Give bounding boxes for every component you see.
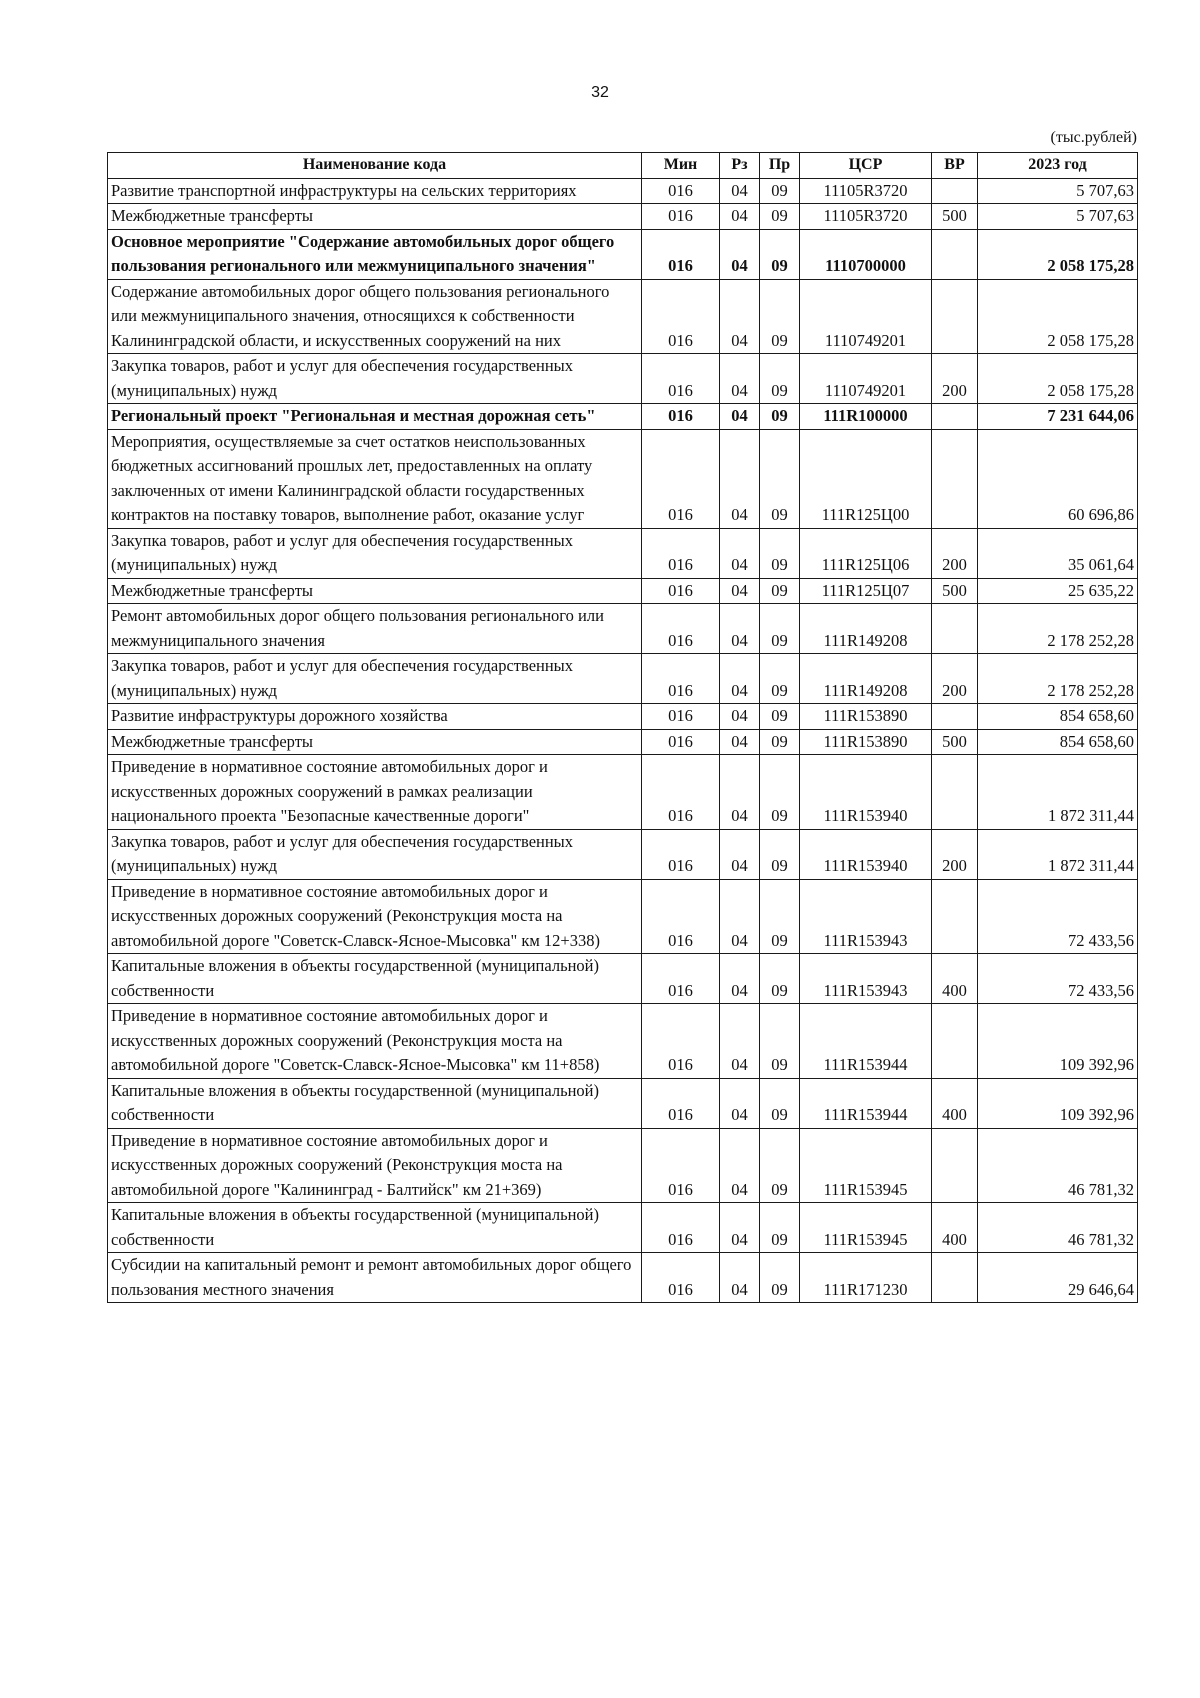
cell-vr: 400 bbox=[932, 1203, 978, 1253]
cell-sum: 25 635,22 bbox=[978, 578, 1138, 604]
cell-pr: 09 bbox=[760, 1004, 800, 1079]
cell-csr: 1110749201 bbox=[800, 279, 932, 354]
cell-min: 016 bbox=[642, 429, 720, 528]
cell-vr bbox=[932, 1128, 978, 1203]
cell-sum: 1 872 311,44 bbox=[978, 829, 1138, 879]
cell-csr: 111R125Ц00 bbox=[800, 429, 932, 528]
budget-table bbox=[107, 152, 1138, 1303]
cell-min: 016 bbox=[642, 1203, 720, 1253]
cell-pr: 09 bbox=[760, 829, 800, 879]
cell-vr bbox=[932, 279, 978, 354]
cell-min: 016 bbox=[642, 1078, 720, 1128]
cell-min: 016 bbox=[642, 654, 720, 704]
cell-rz: 04 bbox=[720, 178, 760, 204]
cell-min: 016 bbox=[642, 229, 720, 279]
cell-pr: 09 bbox=[760, 1078, 800, 1128]
cell-csr: 111R100000 bbox=[800, 404, 932, 430]
table-row bbox=[108, 178, 1138, 204]
cell-name: Межбюджетные трансферты bbox=[108, 578, 642, 604]
cell-sum: 35 061,64 bbox=[978, 528, 1138, 578]
cell-name: Приведение в нормативное состояние автомобильных дорог и искусственных дорожных сооружений (Реконструкция моста на автомобильной дороге "Советск-Славск-Ясное-Мысовка" км 11+858) bbox=[108, 1004, 642, 1079]
cell-rz: 04 bbox=[720, 279, 760, 354]
cell-name: Закупка товаров, работ и услуг для обеспечения государственных (муниципальных) нужд bbox=[108, 354, 642, 404]
cell-vr bbox=[932, 178, 978, 204]
cell-name: Капитальные вложения в объекты государственной (муниципальной) собственности bbox=[108, 954, 642, 1004]
cell-min: 016 bbox=[642, 829, 720, 879]
table-row bbox=[108, 729, 1138, 755]
cell-vr: 500 bbox=[932, 578, 978, 604]
table-row bbox=[108, 204, 1138, 230]
cell-min: 016 bbox=[642, 578, 720, 604]
table-row bbox=[108, 604, 1138, 654]
cell-name: Приведение в нормативное состояние автомобильных дорог и искусственных дорожных сооружений (Реконструкция моста на автомобильной дороге "Калининград - Балтийск" км 21+369) bbox=[108, 1128, 642, 1203]
table-row bbox=[108, 279, 1138, 354]
cell-name: Приведение в нормативное состояние автомобильных дорог и искусственных дорожных сооружений в рамках реализации национального проекта "Безопасные качественные дороги" bbox=[108, 755, 642, 830]
cell-vr: 500 bbox=[932, 729, 978, 755]
cell-csr: 1110700000 bbox=[800, 229, 932, 279]
cell-min: 016 bbox=[642, 178, 720, 204]
cell-pr: 09 bbox=[760, 954, 800, 1004]
table-header bbox=[108, 153, 1138, 179]
cell-sum: 29 646,64 bbox=[978, 1253, 1138, 1303]
cell-pr: 09 bbox=[760, 429, 800, 528]
table-row bbox=[108, 429, 1138, 528]
table-row bbox=[108, 229, 1138, 279]
cell-sum: 2 058 175,28 bbox=[978, 279, 1138, 354]
cell-name: Развитие транспортной инфраструктуры на сельских территориях bbox=[108, 178, 642, 204]
cell-name: Капитальные вложения в объекты государственной (муниципальной) собственности bbox=[108, 1203, 642, 1253]
cell-csr: 111R153940 bbox=[800, 755, 932, 830]
cell-name: Субсидии на капитальный ремонт и ремонт автомобильных дорог общего пользования местного значения bbox=[108, 1253, 642, 1303]
cell-vr: 400 bbox=[932, 954, 978, 1004]
table-row bbox=[108, 829, 1138, 879]
cell-min: 016 bbox=[642, 279, 720, 354]
cell-rz: 04 bbox=[720, 829, 760, 879]
cell-sum: 2 178 252,28 bbox=[978, 604, 1138, 654]
cell-pr: 09 bbox=[760, 279, 800, 354]
cell-min: 016 bbox=[642, 354, 720, 404]
cell-name: Закупка товаров, работ и услуг для обеспечения государственных (муниципальных) нужд bbox=[108, 829, 642, 879]
table-row bbox=[108, 704, 1138, 730]
cell-csr: 11105R3720 bbox=[800, 204, 932, 230]
cell-name: Межбюджетные трансферты bbox=[108, 204, 642, 230]
cell-sum: 46 781,32 bbox=[978, 1128, 1138, 1203]
cell-min: 016 bbox=[642, 204, 720, 230]
header-csr: ЦСР bbox=[800, 153, 932, 179]
cell-rz: 04 bbox=[720, 1253, 760, 1303]
cell-sum: 109 392,96 bbox=[978, 1078, 1138, 1128]
cell-csr: 111R153944 bbox=[800, 1078, 932, 1128]
cell-pr: 09 bbox=[760, 1128, 800, 1203]
cell-sum: 1 872 311,44 bbox=[978, 755, 1138, 830]
cell-pr: 09 bbox=[760, 729, 800, 755]
cell-name: Ремонт автомобильных дорог общего пользования регионального или межмуниципального значения bbox=[108, 604, 642, 654]
cell-name: Межбюджетные трансферты bbox=[108, 729, 642, 755]
cell-pr: 09 bbox=[760, 578, 800, 604]
cell-rz: 04 bbox=[720, 1078, 760, 1128]
cell-min: 016 bbox=[642, 729, 720, 755]
table-row bbox=[108, 528, 1138, 578]
cell-vr bbox=[932, 604, 978, 654]
cell-vr: 200 bbox=[932, 354, 978, 404]
table-row bbox=[108, 1078, 1138, 1128]
cell-csr: 111R149208 bbox=[800, 654, 932, 704]
cell-vr bbox=[932, 755, 978, 830]
cell-vr bbox=[932, 1253, 978, 1303]
cell-sum: 2 058 175,28 bbox=[978, 354, 1138, 404]
cell-rz: 04 bbox=[720, 704, 760, 730]
cell-rz: 04 bbox=[720, 1128, 760, 1203]
cell-rz: 04 bbox=[720, 879, 760, 954]
cell-sum: 854 658,60 bbox=[978, 729, 1138, 755]
cell-name: Региональный проект "Региональная и местная дорожная сеть" bbox=[108, 404, 642, 430]
cell-name: Развитие инфраструктуры дорожного хозяйства bbox=[108, 704, 642, 730]
cell-vr bbox=[932, 404, 978, 430]
cell-csr: 111R153944 bbox=[800, 1004, 932, 1079]
cell-rz: 04 bbox=[720, 954, 760, 1004]
cell-vr bbox=[932, 704, 978, 730]
cell-rz: 04 bbox=[720, 354, 760, 404]
cell-pr: 09 bbox=[760, 604, 800, 654]
cell-rz: 04 bbox=[720, 578, 760, 604]
cell-rz: 04 bbox=[720, 528, 760, 578]
cell-sum: 854 658,60 bbox=[978, 704, 1138, 730]
cell-sum: 7 231 644,06 bbox=[978, 404, 1138, 430]
cell-min: 016 bbox=[642, 954, 720, 1004]
cell-vr bbox=[932, 229, 978, 279]
table-row bbox=[108, 354, 1138, 404]
table-row bbox=[108, 1253, 1138, 1303]
cell-sum: 72 433,56 bbox=[978, 954, 1138, 1004]
cell-pr: 09 bbox=[760, 755, 800, 830]
page-number: 32 bbox=[591, 84, 609, 101]
cell-rz: 04 bbox=[720, 755, 760, 830]
cell-rz: 04 bbox=[720, 404, 760, 430]
header-row bbox=[108, 153, 1138, 179]
cell-name: Капитальные вложения в объекты государственной (муниципальной) собственности bbox=[108, 1078, 642, 1128]
cell-vr bbox=[932, 1004, 978, 1079]
cell-pr: 09 bbox=[760, 204, 800, 230]
cell-name: Основное мероприятие "Содержание автомобильных дорог общего пользования регионального или межмуниципального значения" bbox=[108, 229, 642, 279]
cell-csr: 111R153890 bbox=[800, 704, 932, 730]
cell-name: Закупка товаров, работ и услуг для обеспечения государственных (муниципальных) нужд bbox=[108, 528, 642, 578]
cell-pr: 09 bbox=[760, 654, 800, 704]
cell-rz: 04 bbox=[720, 604, 760, 654]
cell-min: 016 bbox=[642, 1128, 720, 1203]
cell-vr: 400 bbox=[932, 1078, 978, 1128]
cell-sum: 72 433,56 bbox=[978, 879, 1138, 954]
cell-min: 016 bbox=[642, 704, 720, 730]
cell-csr: 111R153943 bbox=[800, 954, 932, 1004]
cell-pr: 09 bbox=[760, 229, 800, 279]
table-row bbox=[108, 755, 1138, 830]
cell-vr bbox=[932, 879, 978, 954]
header-pr: Пр bbox=[760, 153, 800, 179]
table-row bbox=[108, 954, 1138, 1004]
cell-csr: 11105R3720 bbox=[800, 178, 932, 204]
cell-csr: 1110749201 bbox=[800, 354, 932, 404]
cell-vr: 200 bbox=[932, 829, 978, 879]
cell-pr: 09 bbox=[760, 1253, 800, 1303]
cell-rz: 04 bbox=[720, 1203, 760, 1253]
cell-sum: 2 178 252,28 bbox=[978, 654, 1138, 704]
cell-csr: 111R125Ц06 bbox=[800, 528, 932, 578]
cell-sum: 5 707,63 bbox=[978, 204, 1138, 230]
cell-name: Содержание автомобильных дорог общего пользования регионального или межмуниципального значения, относящихся к собственности Калининградской области, и искусственных сооружений на них bbox=[108, 279, 642, 354]
header-sum: 2023 год bbox=[978, 153, 1138, 179]
header-min: Мин bbox=[642, 153, 720, 179]
cell-pr: 09 bbox=[760, 354, 800, 404]
unit-note: (тыс.рублей) bbox=[1050, 129, 1137, 146]
cell-vr bbox=[932, 429, 978, 528]
cell-csr: 111R153890 bbox=[800, 729, 932, 755]
table-row bbox=[108, 1203, 1138, 1253]
cell-csr: 111R125Ц07 bbox=[800, 578, 932, 604]
cell-rz: 04 bbox=[720, 1004, 760, 1079]
cell-rz: 04 bbox=[720, 729, 760, 755]
cell-rz: 04 bbox=[720, 204, 760, 230]
cell-min: 016 bbox=[642, 604, 720, 654]
cell-rz: 04 bbox=[720, 429, 760, 528]
cell-vr: 200 bbox=[932, 528, 978, 578]
cell-csr: 111R153945 bbox=[800, 1128, 932, 1203]
cell-min: 016 bbox=[642, 1253, 720, 1303]
cell-vr: 200 bbox=[932, 654, 978, 704]
cell-pr: 09 bbox=[760, 528, 800, 578]
header-vr: ВР bbox=[932, 153, 978, 179]
cell-min: 016 bbox=[642, 528, 720, 578]
header-name: Наименование кода bbox=[108, 153, 642, 179]
cell-sum: 109 392,96 bbox=[978, 1004, 1138, 1079]
cell-rz: 04 bbox=[720, 229, 760, 279]
cell-csr: 111R153940 bbox=[800, 829, 932, 879]
cell-pr: 09 bbox=[760, 704, 800, 730]
cell-pr: 09 bbox=[760, 404, 800, 430]
table-body bbox=[108, 178, 1138, 1303]
cell-sum: 46 781,32 bbox=[978, 1203, 1138, 1253]
cell-vr: 500 bbox=[932, 204, 978, 230]
cell-csr: 111R171230 bbox=[800, 1253, 932, 1303]
cell-pr: 09 bbox=[760, 178, 800, 204]
table-row bbox=[108, 404, 1138, 430]
cell-csr: 111R153945 bbox=[800, 1203, 932, 1253]
cell-sum: 2 058 175,28 bbox=[978, 229, 1138, 279]
cell-min: 016 bbox=[642, 879, 720, 954]
cell-min: 016 bbox=[642, 404, 720, 430]
cell-pr: 09 bbox=[760, 879, 800, 954]
cell-min: 016 bbox=[642, 1004, 720, 1079]
table-row bbox=[108, 879, 1138, 954]
cell-pr: 09 bbox=[760, 1203, 800, 1253]
cell-name: Закупка товаров, работ и услуг для обеспечения государственных (муниципальных) нужд bbox=[108, 654, 642, 704]
table-row bbox=[108, 578, 1138, 604]
cell-sum: 5 707,63 bbox=[978, 178, 1138, 204]
table-row bbox=[108, 1004, 1138, 1079]
table-row bbox=[108, 1128, 1138, 1203]
cell-name: Мероприятия, осуществляемые за счет остатков неиспользованных бюджетных ассигнований прошлых лет, предоставленных на оплату заключенных от имени Калининградской области государственных контрактов на поставку товаров, выполнение работ, оказание услуг bbox=[108, 429, 642, 528]
cell-csr: 111R149208 bbox=[800, 604, 932, 654]
cell-rz: 04 bbox=[720, 654, 760, 704]
cell-min: 016 bbox=[642, 755, 720, 830]
cell-csr: 111R153943 bbox=[800, 879, 932, 954]
cell-name: Приведение в нормативное состояние автомобильных дорог и искусственных дорожных сооружений (Реконструкция моста на автомобильной дороге "Советск-Славск-Ясное-Мысовка" км 12+338) bbox=[108, 879, 642, 954]
cell-sum: 60 696,86 bbox=[978, 429, 1138, 528]
table-row bbox=[108, 654, 1138, 704]
header-rz: Рз bbox=[720, 153, 760, 179]
